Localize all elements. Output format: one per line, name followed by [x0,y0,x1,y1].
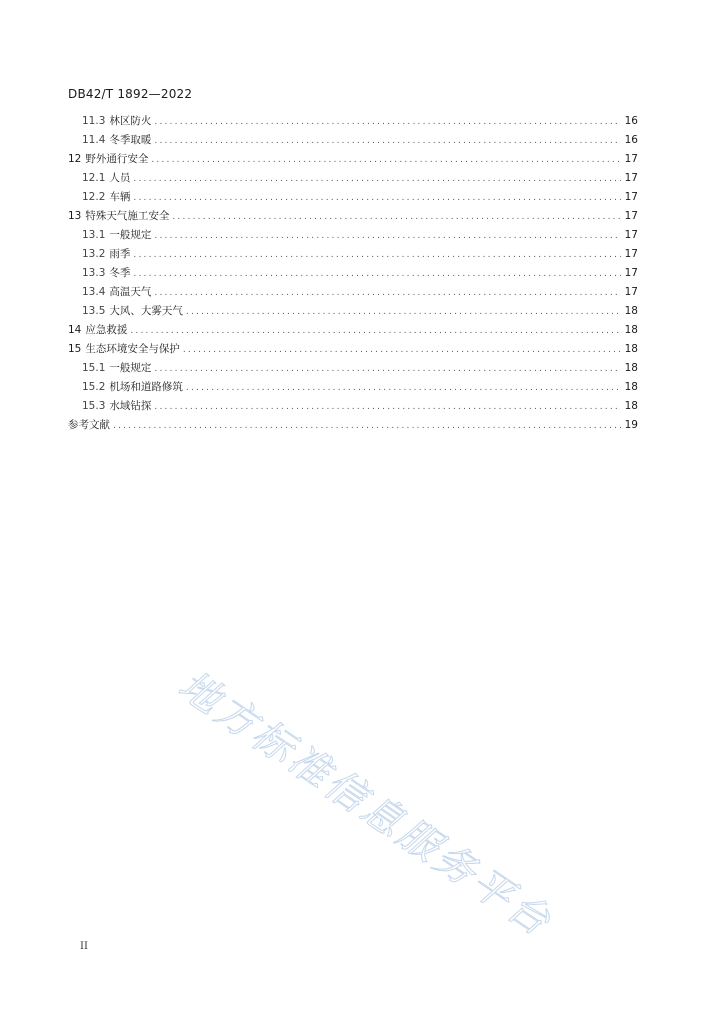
toc-entry[interactable] [68,378,638,397]
toc-leader-dots [154,360,621,379]
toc-entry-number: 14 [68,324,82,336]
page-number: II [80,941,88,952]
toc-leader-dots [130,322,621,341]
toc-leader-dots [133,189,621,208]
toc-leader-dots [154,398,621,417]
toc-entry-title: 生态环境安全与保护 [85,343,180,355]
toc-entry-page: 18 [624,324,638,336]
toc-entry-number: 11.3 [82,115,106,127]
toc-leader-dots [183,341,621,360]
toc-leader-dots [133,170,621,189]
toc-entry-number: 12.1 [82,172,106,184]
toc-leader-dots [133,265,621,284]
toc-entry-title: 特殊天气施工安全 [85,210,170,222]
toc-entry-title: 人员 [109,172,131,184]
toc-entry[interactable] [68,188,638,207]
document-code: DB42/T 1892—2022 [68,87,193,101]
toc-entry-number: 12 [68,153,82,165]
toc-leader-dots [172,208,621,227]
toc-entry-title: 雨季 [109,248,131,260]
toc-entry-number: 13.2 [82,248,106,260]
toc-entry-title: 冬季 [109,267,131,279]
toc-entry-number: 12.2 [82,191,106,203]
toc-leader-dots [154,132,621,151]
toc-entry-page: 18 [624,381,638,393]
watermark: 地方标准信息服务平台 [170,662,561,947]
toc-leader-dots [186,303,621,322]
toc-entry[interactable] [68,302,638,321]
toc-entry-number: 11.4 [82,134,106,146]
toc-entry-number: 13 [68,210,82,222]
toc-entry-number: 15.3 [82,400,106,412]
toc-entry[interactable] [68,131,638,150]
toc-entry-page: 16 [624,134,638,146]
toc-entry-number: 13.1 [82,229,106,241]
toc-entry-title: 参考文献 [68,419,110,431]
toc-entry[interactable] [68,340,638,359]
toc-entry-title: 一般规定 [109,229,152,241]
toc-entry-title: 野外通行安全 [85,153,149,165]
toc-entry-page: 17 [624,248,638,260]
toc-entry-page: 18 [624,362,638,374]
toc-entry[interactable] [68,321,638,340]
toc-entry-page: 17 [624,153,638,165]
toc-leader-dots [186,379,621,398]
toc-entry-page: 17 [624,191,638,203]
toc-entry-page: 17 [624,267,638,279]
toc-entry-title: 车辆 [109,191,131,203]
toc-entry-title: 林区防火 [109,115,152,127]
toc-entry-page: 18 [624,400,638,412]
toc-leader-dots [113,417,621,436]
toc-entry-title: 水域钻探 [109,400,152,412]
toc-leader-dots [154,227,621,246]
toc-entry-page: 17 [624,286,638,298]
toc-entry-title: 冬季取暖 [109,134,152,146]
toc-entry-title: 机场和道路修筑 [109,381,183,393]
toc-leader-dots [133,246,621,265]
toc-entry-title: 高温天气 [109,286,152,298]
toc-entry-number: 15.2 [82,381,106,393]
toc-entry-number: 13.5 [82,305,106,317]
toc-entry[interactable] [68,359,638,378]
toc-entry-page: 18 [624,305,638,317]
toc-entry-page: 16 [624,115,638,127]
toc-leader-dots [154,113,621,132]
toc-entry[interactable] [68,264,638,283]
toc-entry[interactable] [68,207,638,226]
toc-entry-number: 13.3 [82,267,106,279]
toc-entry[interactable] [68,150,638,169]
toc-leader-dots [151,151,621,170]
toc-entry-page: 17 [624,229,638,241]
toc-entry-number: 15.1 [82,362,106,374]
toc-entry-number: 13.4 [82,286,106,298]
toc-leader-dots [154,284,621,303]
toc-entry-page: 18 [624,343,638,355]
toc-entry[interactable] [68,112,638,131]
toc-entry[interactable] [68,283,638,302]
toc-entry-page: 17 [624,210,638,222]
toc-entry-title: 大风、大雾天气 [109,305,183,317]
table-of-contents [68,112,638,435]
toc-entry-page: 19 [624,419,638,431]
toc-entry[interactable] [68,245,638,264]
toc-entry[interactable] [68,226,638,245]
toc-entry[interactable] [68,397,638,416]
toc-entry-number: 15 [68,343,82,355]
toc-entry-title: 应急救援 [85,324,128,336]
toc-entry[interactable] [68,416,638,435]
toc-entry-page: 17 [624,172,638,184]
toc-entry[interactable] [68,169,638,188]
toc-entry-title: 一般规定 [109,362,152,374]
